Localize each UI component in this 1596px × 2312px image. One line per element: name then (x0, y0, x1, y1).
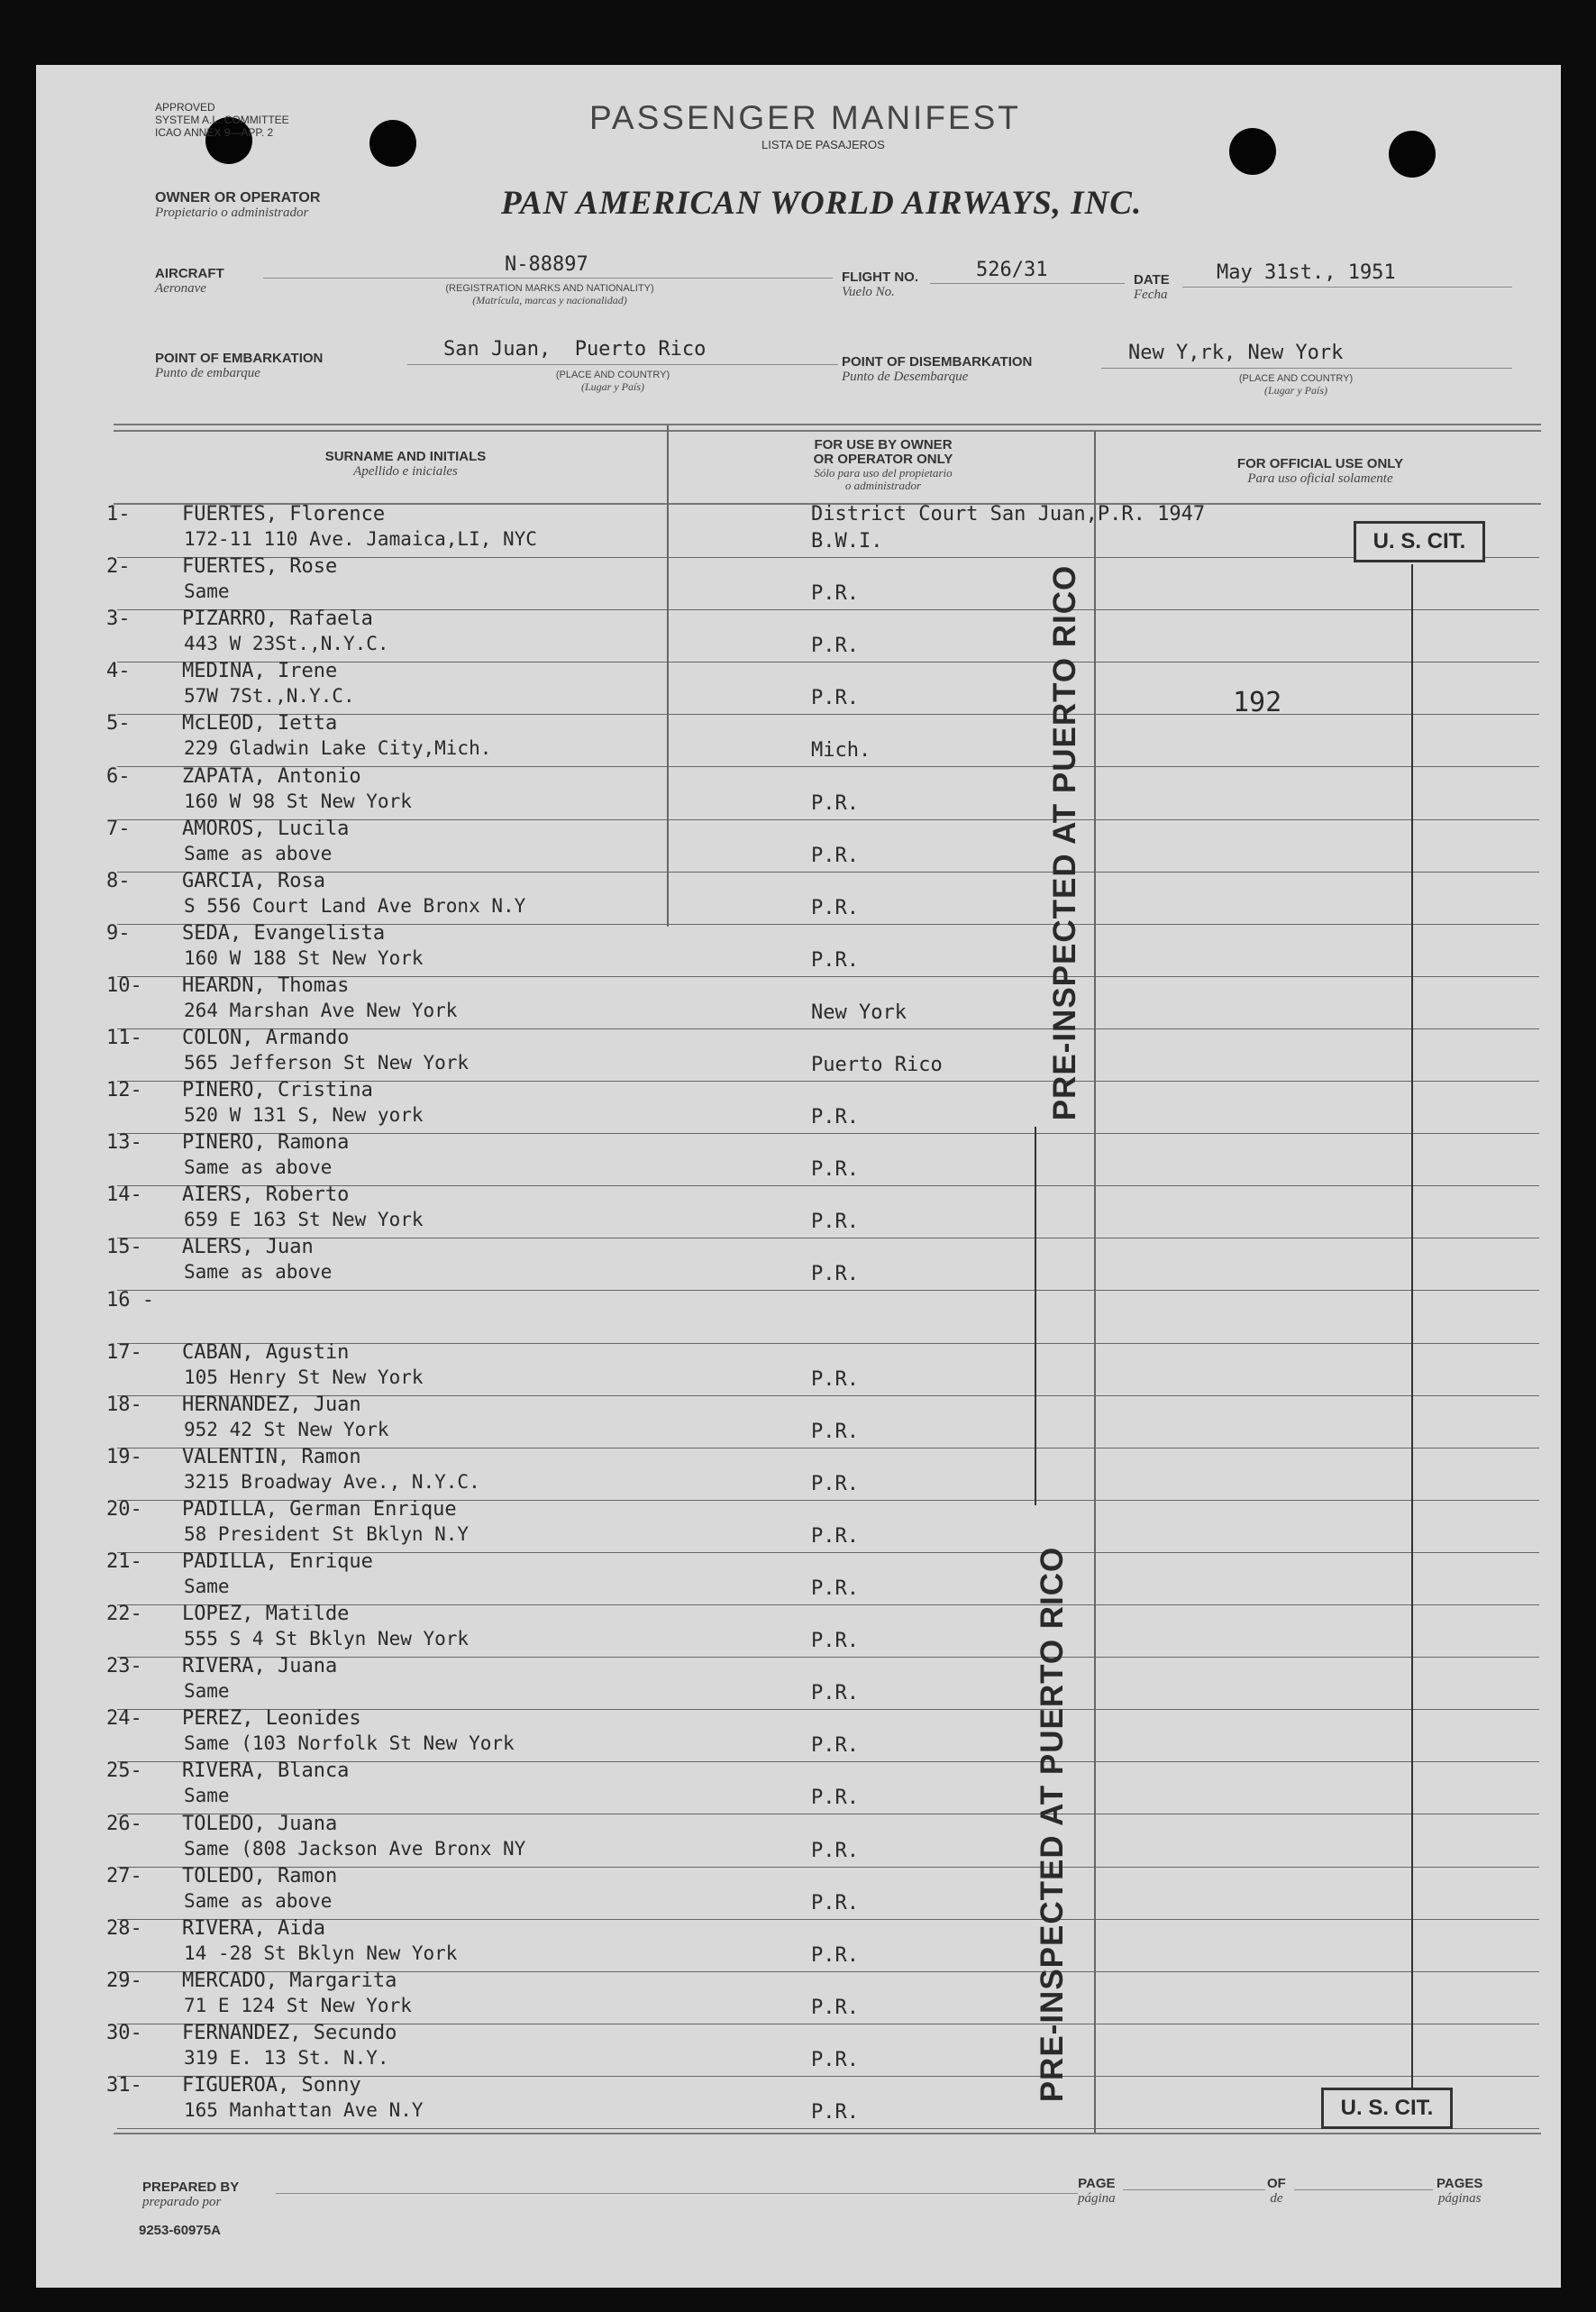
owner-column-entry: P.R. (811, 791, 859, 815)
table-row (106, 1969, 1539, 2025)
table-row (106, 764, 1539, 821)
row-number: 3- (106, 608, 131, 631)
passenger-name: FERNANDEZ, Secundo (182, 2021, 397, 2044)
us-citizen-stamp-top: U. S. CIT. (1354, 521, 1485, 562)
row-number: 9- (106, 921, 131, 945)
table-row (106, 1707, 1539, 1763)
flight-number: 526/31 (976, 259, 1048, 281)
row-number: 5- (106, 712, 131, 736)
passenger-name: TOLEDO, Ramon (182, 1864, 338, 1887)
table-row (106, 1916, 1539, 1973)
passenger-address: 952 42 St New York (184, 1418, 389, 1440)
owner-column-entry: P.R. (811, 1943, 859, 1967)
owner-column-entry: P.R. (811, 1211, 859, 1234)
owner-column-entry: New York (811, 1001, 907, 1024)
column-header-official-use: FOR OFFICIAL USE ONLY Para uso oficial solamente (1236, 456, 1404, 486)
passenger-address: Same (184, 1680, 230, 1703)
owner-column-entry: B.W.I. (811, 530, 883, 553)
row-number: 10- (106, 973, 142, 997)
row-number: 30- (106, 2021, 142, 2044)
owner-column-entry: P.R. (811, 1472, 859, 1495)
passenger-name: RIVERA, Aida (182, 1916, 325, 1940)
prepared-by: PREPARED BY preparado por (142, 2179, 240, 2209)
passenger-address: 165 Manhattan Ave N.Y (184, 2099, 424, 2121)
table-row (106, 1655, 1539, 1711)
passenger-name: CABAN, Agustin (182, 1340, 350, 1364)
owner-column-entry: P.R. (811, 1577, 859, 1600)
passenger-name: GARCIA, Rosa (182, 869, 325, 892)
row-number: 8- (106, 869, 131, 892)
passenger-address: Same as above (184, 1261, 333, 1284)
passenger-address: 659 E 163 St New York (184, 1209, 424, 1231)
owner-column-entry: P.R. (811, 1367, 859, 1391)
passenger-name: PADILLA, Enrique (182, 1550, 373, 1573)
owner-column-entry: District Court San Juan,P.R. 1947 (811, 503, 1206, 525)
owner-column-entry: P.R. (811, 1891, 859, 1914)
passenger-address: 555 S 4 St Bklyn New York (184, 1628, 470, 1650)
passenger-name: RIVERA, Blanca (182, 1759, 350, 1783)
passenger-name: PIZARRO, Rafaela (182, 608, 373, 631)
owner-column-entry: P.R. (811, 635, 859, 658)
owner-column-entry: P.R. (811, 896, 859, 919)
passenger-name: PADILLA, German Enrique (182, 1497, 457, 1521)
owner-column-entry: P.R. (811, 1630, 859, 1653)
form-number: 9253-60975A (139, 2223, 221, 2238)
airline-name: PAN AMERICAN WORLD AIRWAYS, INC. (501, 185, 1143, 222)
passenger-address: 160 W 188 St New York (184, 946, 424, 969)
registration-note: (REGISTRATION MARKS AND NATIONALITY) (Matrícula, marcas y nacionalidad) (445, 283, 654, 306)
passenger-name: HEARDN, Thomas (182, 973, 350, 997)
passenger-address: S 556 Court Land Ave Bronx N.Y (184, 894, 526, 917)
passenger-name: COLON, Armando (182, 1027, 350, 1049)
table-row (106, 973, 1539, 1030)
owner-column-entry: P.R. (811, 1106, 859, 1129)
passenger-address: Same (184, 1785, 230, 1807)
row-number: 27- (106, 1864, 142, 1887)
row-number: 18- (106, 1393, 142, 1416)
owner-column-entry: P.R. (811, 1158, 859, 1182)
row-number: 28- (106, 1916, 142, 1940)
owner-column-entry: P.R. (811, 1682, 859, 1705)
passenger-address: 3215 Broadway Ave., N.Y.C. (184, 1470, 480, 1493)
aircraft-registration: N-88897 (505, 253, 588, 276)
row-number: 2- (106, 555, 131, 579)
table-row (106, 1079, 1539, 1135)
table-row (106, 1027, 1539, 1083)
date-label: DATE Fecha (1134, 272, 1170, 302)
passenger-name: PEREZ, Leonides (182, 1707, 361, 1731)
passenger-address: Same (184, 1576, 230, 1597)
us-citizen-stamp-bottom: U. S. CIT. (1321, 2088, 1453, 2129)
owner-column-entry: P.R. (811, 2101, 859, 2124)
owner-column-entry: P.R. (811, 582, 859, 606)
passenger-name: FUERTES, Florence (182, 503, 386, 525)
passenger-address: 160 W 98 St New York (184, 790, 412, 812)
passenger-name: FUERTES, Rose (182, 555, 338, 579)
table-row (106, 1445, 1539, 1502)
passenger-name: RIVERA, Juana (182, 1655, 338, 1678)
passenger-address: 264 Marshan Ave New York (184, 999, 458, 1021)
owner-column-entry: P.R. (811, 844, 859, 867)
passenger-name: TOLEDO, Juana (182, 1812, 338, 1835)
punch-hole (1229, 128, 1276, 175)
table-row (106, 817, 1539, 873)
owner-column-entry: P.R. (811, 1787, 859, 1810)
disembark-place: New Y,rk, New York (1128, 342, 1344, 364)
row-number: 22- (106, 1603, 142, 1626)
row-number: 14- (106, 1183, 142, 1207)
table-row (106, 1340, 1539, 1397)
embark-label: POINT OF EMBARKATION Punto de embarque (155, 351, 324, 380)
row-number: 29- (106, 1969, 142, 1992)
row-number: 12- (106, 1079, 142, 1102)
table-row (106, 608, 1539, 663)
passenger-name: AMOROS, Lucila (182, 817, 350, 840)
passenger-name: MEDINA, Irene (182, 660, 338, 683)
table-row (106, 2021, 1539, 2078)
row-number: 1- (106, 503, 131, 525)
passenger-address: 57W 7St.,N.Y.C. (184, 685, 355, 708)
passenger-name: VALENTIN, Ramon (182, 1445, 361, 1468)
table-row (106, 1603, 1539, 1659)
embark-place: San Juan, Puerto Rico (443, 338, 707, 361)
row-number: 26- (106, 1812, 142, 1835)
passenger-name: FIGUEROA, Sonny (182, 2074, 361, 2097)
table-row (106, 921, 1539, 978)
pages-label: PAGES páginas (1436, 2176, 1483, 2206)
owner-column-entry: P.R. (811, 1263, 859, 1286)
passenger-name: LOPEZ, Matilde (182, 1603, 350, 1626)
passenger-name: PINERO, Cristina (182, 1079, 373, 1102)
passenger-name: ZAPATA, Antonio (182, 764, 361, 788)
row-number: 31- (106, 2074, 142, 2097)
owner-label: OWNER OR OPERATOR Propietario o administrador (155, 190, 321, 220)
table-row (106, 1759, 1539, 1815)
table-row (106, 1864, 1539, 1921)
page-title: PASSENGER MANIFEST (589, 99, 1021, 136)
passenger-address: 71 E 124 St New York (184, 1994, 412, 2016)
passenger-address: 105 Henry St New York (184, 1366, 424, 1388)
table-row (106, 1812, 1539, 1869)
owner-column-entry: P.R. (811, 1734, 859, 1758)
passenger-address: 172-11 110 Ave. Jamaica,LI, NYC (184, 528, 537, 550)
owner-column-entry: P.R. (811, 1839, 859, 1862)
approval-note: APPROVED SYSTEM A.L. COMMITTEE ICAO ANNEX 9—APP. 2 (155, 101, 289, 139)
row-number: 17- (106, 1340, 142, 1364)
disembark-label: POINT OF DISEMBARKATION Punto de Desembarque (842, 354, 1033, 384)
passenger-address: 58 President St Bklyn N.Y (184, 1522, 470, 1545)
column-header-surname: SURNAME AND INITIALS Apellido e iniciales (324, 449, 487, 479)
passenger-address: Same as above (184, 1156, 333, 1179)
owner-column-entry: P.R. (811, 1524, 859, 1548)
table-row (106, 503, 1539, 559)
passenger-name: PINERO, Ramona (182, 1131, 350, 1155)
passenger-name: SEDA, Evangelista (182, 921, 386, 945)
passenger-name: ALERS, Juan (182, 1236, 314, 1259)
row-number: 24- (106, 1707, 142, 1731)
owner-column-entry: P.R. (811, 2048, 859, 2071)
passenger-address: Same as above (184, 842, 333, 864)
passenger-address: 520 W 131 S, New york (184, 1104, 424, 1127)
column-header-owner-use: FOR USE BY OWNER OR OPERATOR ONLY Sólo para uso del propietario o administrador (813, 437, 953, 492)
official-number: 192 (1233, 687, 1282, 718)
table-row (106, 1288, 1539, 1345)
table-row (106, 1393, 1539, 1449)
aircraft-label: AIRCRAFT Aeronave (155, 266, 224, 296)
table-row (106, 712, 1539, 768)
disembark-place-note: (PLACE AND COUNTRY) (Lugar y País) (1238, 373, 1354, 397)
table-row (106, 660, 1539, 716)
row-number: 25- (106, 1759, 142, 1783)
row-number: 19- (106, 1445, 142, 1468)
passenger-name: AIERS, Roberto (182, 1183, 350, 1207)
passenger-address: 443 W 23St.,N.Y.C. (184, 633, 389, 655)
row-number: 13- (106, 1131, 142, 1155)
table-row (106, 1183, 1539, 1239)
owner-column-entry: Mich. (811, 739, 871, 763)
passenger-address: 565 Jefferson St New York (184, 1052, 470, 1074)
row-number: 16 - (106, 1288, 154, 1311)
table-row (106, 1236, 1539, 1292)
table-row (106, 1550, 1539, 1606)
row-number: 23- (106, 1655, 142, 1678)
passenger-name: MERCADO, Margarita (182, 1969, 397, 1992)
passenger-address: Same (103 Norfolk St New York (184, 1732, 515, 1755)
owner-column-entry: P.R. (811, 687, 859, 710)
passenger-name: HERNANDEZ, Juan (182, 1393, 361, 1416)
owner-column-entry: P.R. (811, 1420, 859, 1443)
row-number: 20- (106, 1497, 142, 1521)
passenger-address: 319 E. 13 St. N.Y. (184, 2046, 389, 2069)
row-number: 6- (106, 764, 131, 788)
passenger-address: 229 Gladwin Lake City,Mich. (184, 737, 492, 760)
row-number: 21- (106, 1550, 142, 1573)
passenger-address: Same as above (184, 1889, 333, 1912)
embark-place-note: (PLACE AND COUNTRY) (Lugar y País) (555, 370, 670, 393)
page-label: PAGE página (1078, 2176, 1116, 2206)
owner-column-entry: P.R. (811, 948, 859, 972)
table-row (106, 555, 1539, 611)
owner-column-entry: Puerto Rico (811, 1054, 943, 1076)
owner-column-entry: P.R. (811, 1996, 859, 2019)
passenger-name: McLEOD, Ietta (182, 712, 338, 736)
passenger-address: Same (808 Jackson Ave Bronx NY (184, 1837, 526, 1860)
row-number: 7- (106, 817, 131, 840)
row-number: 4- (106, 660, 131, 683)
row-number: 15- (106, 1236, 142, 1259)
punch-hole (1389, 131, 1436, 178)
punch-hole (369, 120, 416, 167)
table-row (106, 1497, 1539, 1554)
passenger-address: Same (184, 580, 230, 603)
page-subtitle: LISTA DE PASAJEROS (762, 138, 885, 151)
row-number: 11- (106, 1027, 142, 1049)
passenger-address: 14 -28 St Bklyn New York (184, 1942, 458, 1964)
flight-label: FLIGHT NO. Vuelo No. (842, 270, 918, 299)
table-row (106, 869, 1539, 926)
flight-date: May 31st., 1951 (1217, 261, 1396, 284)
of-label: OF de (1267, 2176, 1286, 2206)
table-row (106, 1131, 1539, 1187)
